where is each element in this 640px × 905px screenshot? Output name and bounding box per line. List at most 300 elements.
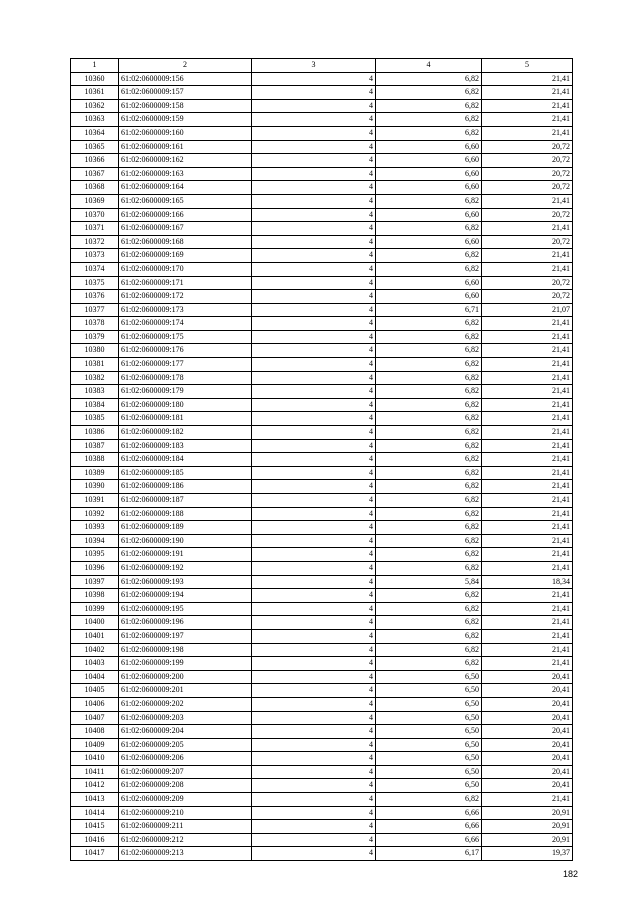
table-cell-col1: 10381 (71, 358, 119, 372)
header-row (71, 59, 573, 73)
table-cell-col3: 4 (252, 806, 376, 820)
table-cell-col4: 6,82 (376, 317, 482, 331)
table-cell-col2: 61:02:0600009:193 (119, 575, 252, 589)
table-cell-col3: 4 (252, 548, 376, 562)
table-cell-col4: 6,60 (376, 140, 482, 154)
table-cell-col2: 61:02:0600009:156 (119, 72, 252, 86)
table-cell-col4: 6,82 (376, 194, 482, 208)
table-cell-col1: 10399 (71, 602, 119, 616)
table-row (71, 561, 573, 575)
table-cell-col5: 21,41 (482, 330, 573, 344)
table-cell-col5: 21,41 (482, 453, 573, 467)
table-cell-col2: 61:02:0600009:194 (119, 589, 252, 603)
table-cell-col3: 4 (252, 86, 376, 100)
table-cell-col1: 10365 (71, 140, 119, 154)
table-cell-col2: 61:02:0600009:190 (119, 534, 252, 548)
column-header-5: 5 (482, 59, 573, 73)
table-cell-col5: 21,41 (482, 72, 573, 86)
table-cell-col2: 61:02:0600009:159 (119, 113, 252, 127)
column-header-2: 2 (119, 59, 252, 73)
table-row (71, 521, 573, 535)
table-cell-col3: 4 (252, 616, 376, 630)
table-row (71, 72, 573, 86)
table-cell-col5: 21,41 (482, 398, 573, 412)
table-cell-col5: 20,41 (482, 711, 573, 725)
table-cell-col4: 6,60 (376, 276, 482, 290)
table-cell-col1: 10379 (71, 330, 119, 344)
table-cell-col2: 61:02:0600009:176 (119, 344, 252, 358)
table-cell-col1: 10376 (71, 290, 119, 304)
table-cell-col5: 21,07 (482, 303, 573, 317)
table-cell-col3: 4 (252, 779, 376, 793)
table-cell-col3: 4 (252, 847, 376, 861)
table-cell-col1: 10367 (71, 167, 119, 181)
table-cell-col2: 61:02:0600009:170 (119, 262, 252, 276)
table-cell-col5: 21,41 (482, 589, 573, 603)
table-cell-col2: 61:02:0600009:183 (119, 439, 252, 453)
table-cell-col1: 10389 (71, 466, 119, 480)
table-cell-col3: 4 (252, 833, 376, 847)
table-cell-col3: 4 (252, 358, 376, 372)
table-cell-col5: 20,41 (482, 765, 573, 779)
table-cell-col5: 20,72 (482, 181, 573, 195)
table-cell-col1: 10385 (71, 412, 119, 426)
table-cell-col2: 61:02:0600009:172 (119, 290, 252, 304)
table-cell-col3: 4 (252, 412, 376, 426)
table-row (71, 534, 573, 548)
table-cell-col3: 4 (252, 738, 376, 752)
table-cell-col5: 21,41 (482, 126, 573, 140)
table-cell-col4: 6,82 (376, 643, 482, 657)
table-row (71, 480, 573, 494)
table-cell-col5: 20,41 (482, 752, 573, 766)
table-cell-col4: 6,50 (376, 738, 482, 752)
table-cell-col3: 4 (252, 752, 376, 766)
table-cell-col2: 61:02:0600009:188 (119, 507, 252, 521)
table-cell-col3: 4 (252, 330, 376, 344)
table-cell-col2: 61:02:0600009:181 (119, 412, 252, 426)
table-cell-col1: 10375 (71, 276, 119, 290)
table-cell-col5: 21,41 (482, 629, 573, 643)
table-cell-col2: 61:02:0600009:192 (119, 561, 252, 575)
table-cell-col2: 61:02:0600009:163 (119, 167, 252, 181)
table-row (71, 99, 573, 113)
table-cell-col2: 61:02:0600009:178 (119, 371, 252, 385)
table-row (71, 507, 573, 521)
table-cell-col2: 61:02:0600009:171 (119, 276, 252, 290)
table-row (71, 629, 573, 643)
table-cell-col4: 6,50 (376, 725, 482, 739)
table-row (71, 385, 573, 399)
table-cell-col2: 61:02:0600009:189 (119, 521, 252, 535)
table-cell-col2: 61:02:0600009:205 (119, 738, 252, 752)
column-header-4: 4 (376, 59, 482, 73)
table-row (71, 725, 573, 739)
table-row (71, 833, 573, 847)
table-cell-col4: 6,50 (376, 752, 482, 766)
table-cell-col2: 61:02:0600009:195 (119, 602, 252, 616)
table-cell-col5: 20,91 (482, 806, 573, 820)
table-cell-col5: 20,91 (482, 833, 573, 847)
table-row (71, 154, 573, 168)
table-cell-col1: 10364 (71, 126, 119, 140)
table-cell-col5: 21,41 (482, 521, 573, 535)
table-cell-col2: 61:02:0600009:213 (119, 847, 252, 861)
table-row (71, 167, 573, 181)
table-row (71, 548, 573, 562)
table-cell-col3: 4 (252, 126, 376, 140)
column-header-3: 3 (252, 59, 376, 73)
table-cell-col2: 61:02:0600009:169 (119, 249, 252, 263)
table-cell-col4: 6,82 (376, 113, 482, 127)
table-cell-col2: 61:02:0600009:185 (119, 466, 252, 480)
table-cell-col3: 4 (252, 276, 376, 290)
table-cell-col2: 61:02:0600009:191 (119, 548, 252, 562)
table-cell-col5: 21,41 (482, 480, 573, 494)
table-cell-col4: 6,50 (376, 711, 482, 725)
table-cell-col1: 10360 (71, 72, 119, 86)
table-cell-col5: 21,41 (482, 616, 573, 630)
table-cell-col1: 10391 (71, 494, 119, 508)
table-cell-col3: 4 (252, 99, 376, 113)
table-cell-col1: 10414 (71, 806, 119, 820)
table-cell-col5: 20,41 (482, 670, 573, 684)
table-cell-col4: 6,82 (376, 249, 482, 263)
table-row (71, 126, 573, 140)
table-cell-col3: 4 (252, 643, 376, 657)
page-number: 182 (562, 869, 578, 879)
table-cell-col4: 6,66 (376, 806, 482, 820)
table-cell-col4: 6,60 (376, 181, 482, 195)
table-cell-col5: 20,72 (482, 276, 573, 290)
table-cell-col5: 21,41 (482, 657, 573, 671)
table-row (71, 371, 573, 385)
table-cell-col2: 61:02:0600009:202 (119, 697, 252, 711)
table-row (71, 86, 573, 100)
table-cell-col2: 61:02:0600009:196 (119, 616, 252, 630)
table-cell-col3: 4 (252, 589, 376, 603)
table-cell-col3: 4 (252, 222, 376, 236)
table-row (71, 317, 573, 331)
table-cell-col2: 61:02:0600009:210 (119, 806, 252, 820)
table-cell-col5: 21,41 (482, 412, 573, 426)
table-row (71, 752, 573, 766)
table-cell-col2: 61:02:0600009:199 (119, 657, 252, 671)
table-cell-col1: 10410 (71, 752, 119, 766)
table-cell-col5: 20,91 (482, 820, 573, 834)
table-cell-col1: 10411 (71, 765, 119, 779)
table-cell-col4: 6,50 (376, 697, 482, 711)
table-cell-col5: 21,41 (482, 249, 573, 263)
table-row (71, 765, 573, 779)
table-cell-col4: 6,60 (376, 154, 482, 168)
table-cell-col3: 4 (252, 725, 376, 739)
table-cell-col2: 61:02:0600009:177 (119, 358, 252, 372)
table-cell-col4: 6,71 (376, 303, 482, 317)
table-cell-col2: 61:02:0600009:168 (119, 235, 252, 249)
table-cell-col5: 19,37 (482, 847, 573, 861)
table-cell-col5: 21,41 (482, 561, 573, 575)
table-cell-col2: 61:02:0600009:158 (119, 99, 252, 113)
table-cell-col3: 4 (252, 793, 376, 807)
table-cell-col3: 4 (252, 140, 376, 154)
table-row (71, 222, 573, 236)
table-cell-col2: 61:02:0600009:164 (119, 181, 252, 195)
table-cell-col5: 21,41 (482, 466, 573, 480)
table-cell-col4: 6,82 (376, 398, 482, 412)
table-cell-col1: 10368 (71, 181, 119, 195)
table-cell-col2: 61:02:0600009:162 (119, 154, 252, 168)
table-cell-col5: 20,72 (482, 140, 573, 154)
table-cell-col1: 10377 (71, 303, 119, 317)
table-cell-col4: 6,82 (376, 86, 482, 100)
table-cell-col1: 10362 (71, 99, 119, 113)
table-cell-col3: 4 (252, 697, 376, 711)
table-cell-col1: 10363 (71, 113, 119, 127)
table-row (71, 208, 573, 222)
table-row (71, 303, 573, 317)
table-row (71, 181, 573, 195)
table-cell-col3: 4 (252, 820, 376, 834)
table-cell-col5: 21,41 (482, 426, 573, 440)
table-cell-col1: 10408 (71, 725, 119, 739)
table-cell-col4: 6,50 (376, 670, 482, 684)
table-cell-col2: 61:02:0600009:157 (119, 86, 252, 100)
table-cell-col5: 21,41 (482, 194, 573, 208)
table-row (71, 738, 573, 752)
table-cell-col5: 21,41 (482, 317, 573, 331)
table-cell-col3: 4 (252, 670, 376, 684)
table-cell-col4: 6,82 (376, 344, 482, 358)
table-row (71, 453, 573, 467)
table-cell-col5: 21,41 (482, 99, 573, 113)
table-cell-col4: 6,82 (376, 222, 482, 236)
table-cell-col2: 61:02:0600009:179 (119, 385, 252, 399)
table-cell-col3: 4 (252, 561, 376, 575)
table-cell-col2: 61:02:0600009:212 (119, 833, 252, 847)
table-cell-col4: 6,60 (376, 235, 482, 249)
table-row (71, 358, 573, 372)
table-cell-col1: 10403 (71, 657, 119, 671)
table-cell-col5: 21,41 (482, 371, 573, 385)
table-cell-col4: 6,60 (376, 208, 482, 222)
table-cell-col1: 10366 (71, 154, 119, 168)
table-cell-col4: 6,82 (376, 521, 482, 535)
table-cell-col5: 21,41 (482, 507, 573, 521)
table-cell-col2: 61:02:0600009:201 (119, 684, 252, 698)
table-cell-col1: 10416 (71, 833, 119, 847)
table-cell-col4: 5,84 (376, 575, 482, 589)
table-cell-col5: 21,41 (482, 385, 573, 399)
table-cell-col1: 10371 (71, 222, 119, 236)
table-cell-col5: 21,41 (482, 439, 573, 453)
table-cell-col4: 6,82 (376, 426, 482, 440)
table-cell-col4: 6,82 (376, 602, 482, 616)
table-cell-col3: 4 (252, 235, 376, 249)
table-cell-col1: 10387 (71, 439, 119, 453)
table-cell-col4: 6,66 (376, 833, 482, 847)
table-cell-col3: 4 (252, 154, 376, 168)
table-cell-col1: 10370 (71, 208, 119, 222)
table-cell-col5: 20,72 (482, 154, 573, 168)
table-cell-col2: 61:02:0600009:182 (119, 426, 252, 440)
table-cell-col5: 18,34 (482, 575, 573, 589)
table-cell-col1: 10372 (71, 235, 119, 249)
table-cell-col2: 61:02:0600009:206 (119, 752, 252, 766)
table-row (71, 140, 573, 154)
table-cell-col4: 6,82 (376, 616, 482, 630)
table-cell-col1: 10388 (71, 453, 119, 467)
table-cell-col5: 21,41 (482, 113, 573, 127)
table-cell-col4: 6,82 (376, 494, 482, 508)
table-header (71, 59, 573, 73)
table-cell-col3: 4 (252, 167, 376, 181)
table-cell-col4: 6,82 (376, 589, 482, 603)
table-cell-col3: 4 (252, 208, 376, 222)
table-cell-col1: 10397 (71, 575, 119, 589)
table-cell-col2: 61:02:0600009:203 (119, 711, 252, 725)
table-cell-col1: 10382 (71, 371, 119, 385)
table-cell-col5: 20,41 (482, 779, 573, 793)
table-cell-col2: 61:02:0600009:184 (119, 453, 252, 467)
table-cell-col4: 6,82 (376, 126, 482, 140)
table-row (71, 398, 573, 412)
table-cell-col1: 10413 (71, 793, 119, 807)
table-cell-col1: 10394 (71, 534, 119, 548)
table-row (71, 344, 573, 358)
column-header-1: 1 (71, 59, 119, 73)
table-row (71, 249, 573, 263)
table-cell-col5: 20,41 (482, 684, 573, 698)
table-cell-col3: 4 (252, 657, 376, 671)
table-cell-col4: 6,50 (376, 765, 482, 779)
table-cell-col3: 4 (252, 249, 376, 263)
table-cell-col3: 4 (252, 385, 376, 399)
table-row (71, 779, 573, 793)
table-cell-col1: 10383 (71, 385, 119, 399)
table-cell-col1: 10380 (71, 344, 119, 358)
table-cell-col3: 4 (252, 494, 376, 508)
table-cell-col3: 4 (252, 534, 376, 548)
table-row (71, 847, 573, 861)
table-row (71, 820, 573, 834)
table-cell-col1: 10406 (71, 697, 119, 711)
table-row (71, 684, 573, 698)
table-cell-col1: 10395 (71, 548, 119, 562)
table-cell-col1: 10402 (71, 643, 119, 657)
table-cell-col4: 6,82 (376, 453, 482, 467)
table-cell-col2: 61:02:0600009:165 (119, 194, 252, 208)
table-cell-col3: 4 (252, 453, 376, 467)
table-cell-col4: 6,60 (376, 290, 482, 304)
table-cell-col1: 10378 (71, 317, 119, 331)
table-cell-col2: 61:02:0600009:208 (119, 779, 252, 793)
table-cell-col5: 20,72 (482, 235, 573, 249)
table-cell-col2: 61:02:0600009:211 (119, 820, 252, 834)
table-row (71, 412, 573, 426)
table-cell-col1: 10401 (71, 629, 119, 643)
table-cell-col5: 20,41 (482, 738, 573, 752)
table-cell-col4: 6,82 (376, 466, 482, 480)
table-cell-col4: 6,82 (376, 385, 482, 399)
table-cell-col4: 6,17 (376, 847, 482, 861)
table-cell-col2: 61:02:0600009:200 (119, 670, 252, 684)
table-row (71, 657, 573, 671)
table-row (71, 113, 573, 127)
table-cell-col2: 61:02:0600009:204 (119, 725, 252, 739)
table-cell-col3: 4 (252, 602, 376, 616)
table-cell-col2: 61:02:0600009:160 (119, 126, 252, 140)
table-cell-col5: 21,41 (482, 793, 573, 807)
table-cell-col3: 4 (252, 317, 376, 331)
table-row (71, 426, 573, 440)
table-row (71, 697, 573, 711)
table-cell-col1: 10415 (71, 820, 119, 834)
table-cell-col4: 6,82 (376, 439, 482, 453)
table-cell-col1: 10405 (71, 684, 119, 698)
table-row (71, 290, 573, 304)
table-cell-col4: 6,82 (376, 330, 482, 344)
table-cell-col1: 10361 (71, 86, 119, 100)
table-cell-col5: 20,41 (482, 725, 573, 739)
table-cell-col4: 6,82 (376, 72, 482, 86)
table-cell-col3: 4 (252, 113, 376, 127)
table-cell-col5: 21,41 (482, 262, 573, 276)
table-row (71, 643, 573, 657)
table-row (71, 439, 573, 453)
table-cell-col4: 6,50 (376, 684, 482, 698)
table-body (71, 72, 573, 860)
table-cell-col1: 10369 (71, 194, 119, 208)
table-cell-col1: 10417 (71, 847, 119, 861)
table-cell-col5: 21,41 (482, 602, 573, 616)
table-cell-col3: 4 (252, 290, 376, 304)
table-cell-col4: 6,50 (376, 779, 482, 793)
table-cell-col5: 20,72 (482, 208, 573, 222)
table-cell-col2: 61:02:0600009:186 (119, 480, 252, 494)
table-cell-col4: 6,82 (376, 793, 482, 807)
table-cell-col2: 61:02:0600009:198 (119, 643, 252, 657)
table-cell-col5: 21,41 (482, 643, 573, 657)
table-cell-col1: 10400 (71, 616, 119, 630)
table-cell-col4: 6,82 (376, 262, 482, 276)
table-cell-col3: 4 (252, 72, 376, 86)
table-row (71, 602, 573, 616)
table-cell-col4: 6,82 (376, 358, 482, 372)
table-cell-col5: 21,41 (482, 344, 573, 358)
table-cell-col4: 6,82 (376, 371, 482, 385)
table-cell-col4: 6,82 (376, 657, 482, 671)
table-cell-col3: 4 (252, 684, 376, 698)
table-cell-col4: 6,82 (376, 507, 482, 521)
table-row (71, 262, 573, 276)
table-cell-col4: 6,82 (376, 534, 482, 548)
table-cell-col2: 61:02:0600009:161 (119, 140, 252, 154)
table-cell-col5: 20,41 (482, 697, 573, 711)
table-cell-col3: 4 (252, 439, 376, 453)
table-cell-col5: 20,72 (482, 167, 573, 181)
table-cell-col5: 21,41 (482, 222, 573, 236)
table-row (71, 575, 573, 589)
table-cell-col1: 10398 (71, 589, 119, 603)
table-cell-col3: 4 (252, 575, 376, 589)
table-cell-col3: 4 (252, 507, 376, 521)
table-cell-col1: 10409 (71, 738, 119, 752)
table-row (71, 466, 573, 480)
table-cell-col3: 4 (252, 371, 376, 385)
table-cell-col2: 61:02:0600009:197 (119, 629, 252, 643)
table-cell-col4: 6,66 (376, 820, 482, 834)
